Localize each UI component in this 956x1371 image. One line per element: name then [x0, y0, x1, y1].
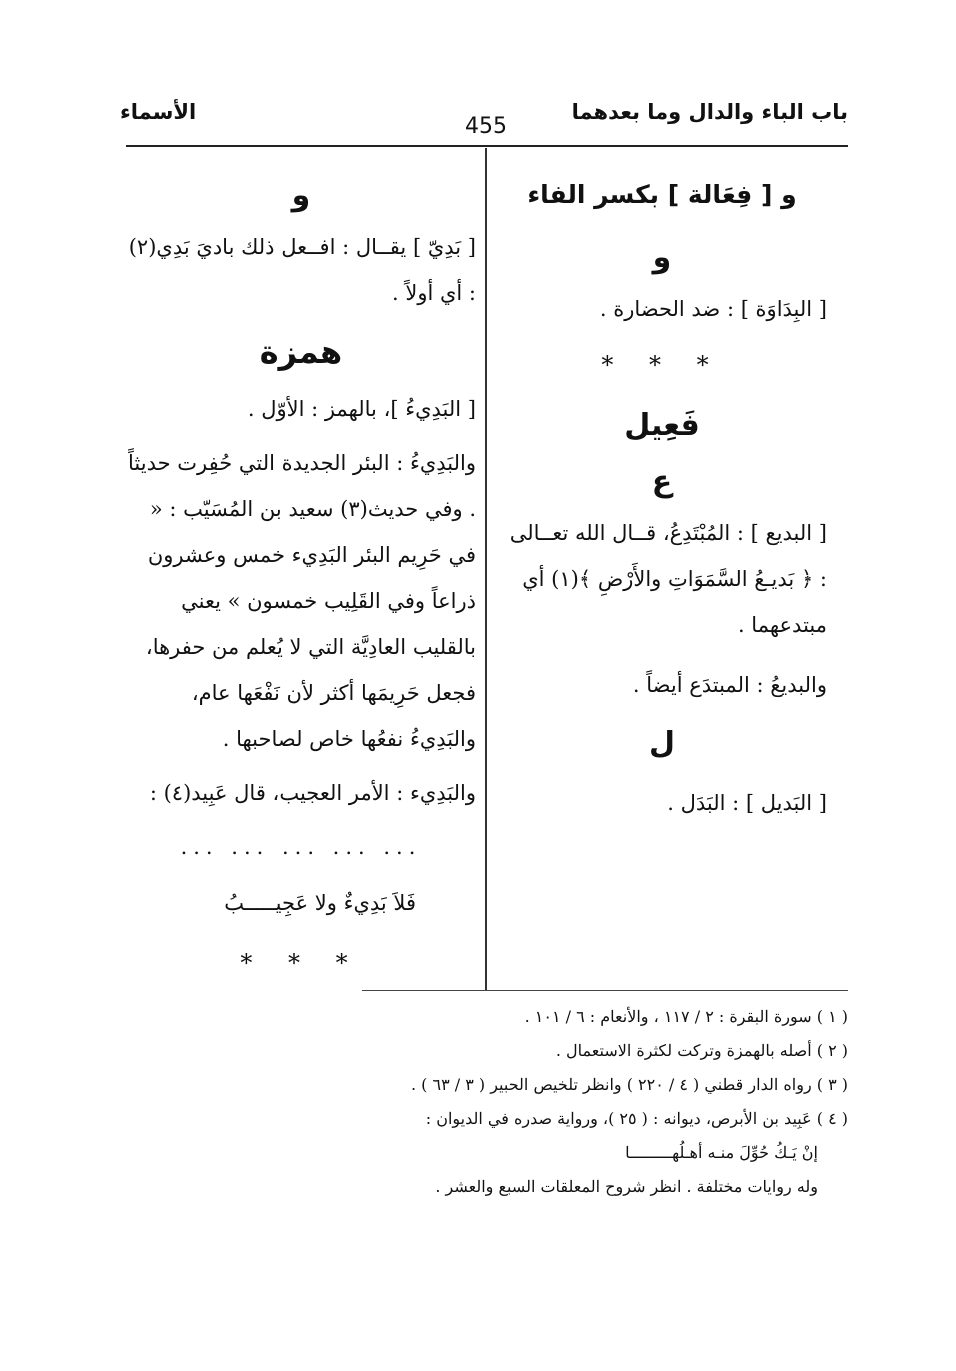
section-heading: فَعِيل — [624, 408, 700, 443]
column-divider — [485, 148, 487, 990]
footnote-4-verse: إنْ يَـكُ حُوِّلَ منـه أهـلُهـــــــــا — [625, 1143, 818, 1162]
letter-subheading: و — [652, 240, 672, 275]
entry: [ البَدِيءُ ]، بالهمز : الأوّل . — [247, 397, 476, 421]
section-separator: * * * — [601, 351, 723, 379]
letter-subheading: و — [291, 178, 311, 213]
footnote-2: ( ٢ ) أصله بالهمزة وتركت لكثرة الاستعمال . — [555, 1041, 848, 1060]
footnote-3: ( ٣ ) رواه الدار قطني ( ٤ / ٢٢٠ ) وانظر تلخيص الحبير ( ٣ / ٦٣ ) . — [410, 1075, 848, 1094]
footnotes — [368, 1000, 848, 1204]
poetry-verse: فَلاَ بَدِيءٌ ولا عَجِيـــــبُ — [224, 891, 416, 915]
verse-ellipsis: ... ... ... ... ... — [180, 835, 422, 859]
entry: [ البديع ] : المُبْتَدِعُ، قــال الله تعــالى : ﴿ بَديـعُ السَّمَوَاتِ والأَرْضِ ﴾(١) أي مبتدعهما . — [509, 521, 827, 637]
running-header-right: باب الباء والدال وما بعدهما — [571, 100, 848, 124]
footnote-4: ( ٤ ) عَبِيد بن الأبرص، ديوانه : ( ٢٥ )، ورواية صدره في الديوان : — [425, 1109, 848, 1128]
page-number: 455 — [465, 114, 507, 139]
running-header-left: الأسماء — [120, 100, 197, 124]
entry: والبَدِيءُ : البئر الجديدة التي حُفِرت حديثاً . وفي حديث(٣) سعيد بن المُسَيّب : « في حَرِيم البئر البَدِيء خمس وعشرون ذراعاً وفي القَلِيب خمسون » يعني بالقليب العادِيَّة التي لا يُعلم من حفرها، فجعل حَرِيمَها أكثر لأن نَفْعَها عام، والبَدِيءُ نفعُها خاص لصاحبها . — [128, 451, 476, 751]
left-column — [126, 168, 476, 986]
entry: والبديعُ : المبتدَع أيضاً . — [632, 673, 827, 697]
entry: [ البِدَاوَة ] : ضد الحضارة . — [599, 297, 827, 321]
footnote-4-note: وله روايات مختلفة . انظر شروح المعلقات السبع والعشر . — [435, 1177, 818, 1196]
footnote-rule — [362, 990, 848, 991]
section-heading: و [ فِعَالة ] بكسر الفاء — [527, 180, 797, 209]
letter-subheading: ل — [648, 726, 676, 761]
entry: [ بَدِيّ ] يقــال : افــعل ذلك باديَ بَدِي(٢) : أي أولاً . — [128, 235, 476, 305]
section-separator: * * * — [240, 949, 362, 977]
letter-subheading: ع — [651, 464, 673, 499]
footnote-1: ( ١ ) سورة البقرة : ٢ / ١١٧ ، والأنعام : ٦ / ١٠١ . — [524, 1007, 848, 1026]
section-heading: همزة — [259, 333, 343, 371]
header-rule — [126, 145, 848, 147]
right-column — [497, 170, 827, 834]
entry: [ البَديل ] : البَدَل . — [667, 791, 827, 815]
entry: والبَدِيء : الأمر العجيب، قال عَبِيد(٤) : — [149, 781, 476, 805]
